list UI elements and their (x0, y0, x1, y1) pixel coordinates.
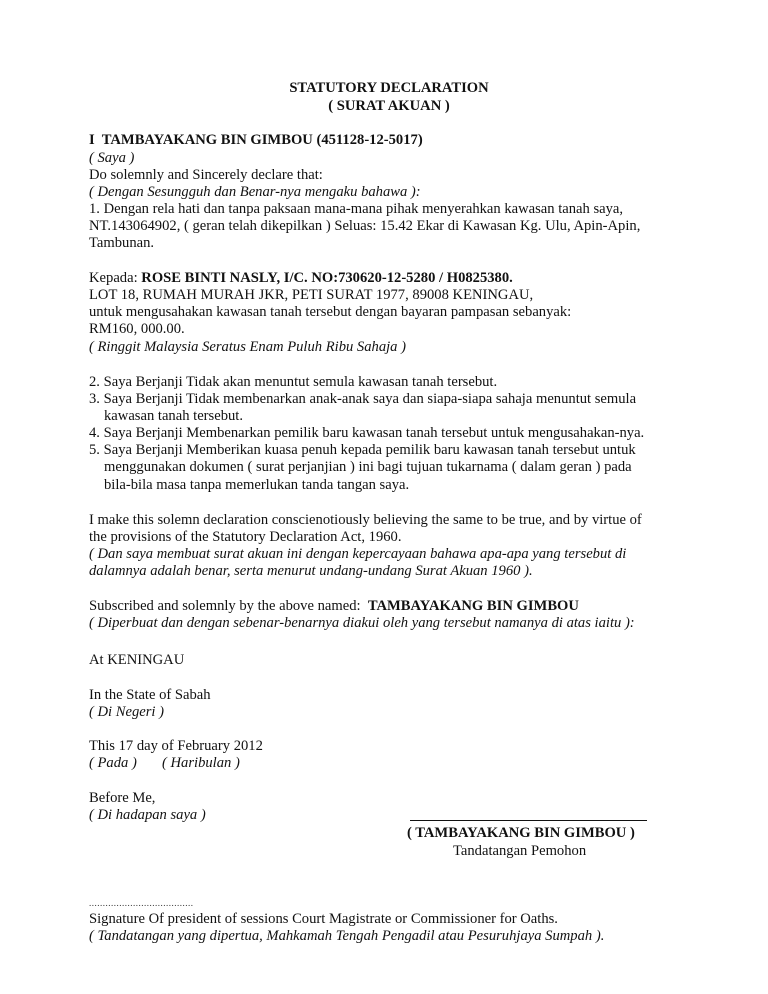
applicant-signature-line (410, 820, 647, 821)
declare-en: Do solemnly and Sincerely declare that: (89, 167, 323, 183)
declarant-prefix: I (89, 132, 95, 148)
compensation-amount: RM160, 000.00. (89, 321, 185, 337)
compensation-amount-words: ( Ringgit Malaysia Seratus Enam Puluh Ribu Sahaja ) (89, 339, 406, 355)
solemn-my-line-1: ( Dan saya membuat surat akuan ini dengan kepercayaan bahawa apa-apa yang tersebut di (89, 546, 627, 562)
solemn-my-line-2: dalamnya adalah benar, serta menurut undang-undang Surat Akuan 1960 ). (89, 563, 533, 579)
item-1-line-2: NT.143064902, ( geran telah dikepilkan ) Seluas: 15.42 Ekar di Kawasan Kg. Ulu, Apin-Apin, (89, 218, 641, 234)
item-1-line-1: 1. Dengan rela hati dan tanpa paksaan mana-mana pihak menyerahkan kawasan tanah saya, (89, 201, 624, 217)
date-line: This 17 day of February 2012 (89, 738, 263, 754)
signatory-name: ( TAMBAYAKANG BIN GIMBOU ) (407, 825, 635, 841)
before-me-my: ( Di hadapan saya ) (89, 807, 206, 823)
saya-label: ( Saya ) (89, 150, 135, 166)
declarant-line (89, 132, 423, 149)
date-pada: ( Pada ) (89, 755, 137, 771)
place-keningau: At KENINGAU (89, 652, 185, 668)
item-5-line-1: 5. Saya Berjanji Memberikan kuasa penuh kepada pemilik baru kawasan tanah tersebut untuk (89, 442, 636, 458)
commissioner-signature-my: ( Tandatangan yang dipertua, Mahkamah Tengah Pengadil atau Pesuruhjaya Sumpah ). (89, 928, 605, 944)
item-2: 2. Saya Berjanji Tidak akan menuntut semula kawasan tanah tersebut. (89, 374, 498, 390)
item-1-line-3: Tambunan. (89, 235, 155, 251)
recipient-label: Kepada: (89, 270, 138, 286)
declare-my: ( Dengan Sesungguh dan Benar-nya mengaku bahawa ): (89, 184, 421, 200)
recipient-purpose: untuk mengusahakan kawasan tanah tersebut dengan bayaran pampasan sebanyak: (89, 304, 572, 320)
signatory-caption: Tandatangan Pemohon (453, 843, 587, 859)
item-5-line-2: menggunakan dokumen ( surat perjanjian ) ini bagi tujuan tukarnama ( dalam geran ) pada (104, 459, 632, 475)
document-page (89, 0, 689, 994)
commissioner-signature-en: Signature Of president of sessions Court Magistrate or Commissioner for Oaths. (89, 911, 558, 927)
solemn-en-line-2: the provisions of the Statutory Declaration Act, 1960. (89, 529, 402, 545)
document-title: STATUTORY DECLARATION (289, 80, 489, 96)
subscribed-line (89, 598, 579, 615)
item-4: 4. Saya Berjanji Membenarkan pemilik baru kawasan tanah tersebut untuk mengusahakan-nya. (89, 425, 645, 441)
document-subtitle: ( SURAT AKUAN ) (328, 98, 450, 114)
state-line: In the State of Sabah (89, 687, 211, 703)
commissioner-signature-dots: ...................................... (89, 898, 194, 908)
recipient-line (89, 270, 513, 287)
subscribed-name: TAMBAYAKANG BIN GIMBOU (367, 598, 579, 614)
item-5-line-3: bila-bila masa tanpa memerlukan tanda tangan saya. (104, 477, 410, 493)
subscribed-my: ( Diperbuat dan dengan sebenar-benarnya diakui oleh yang tersebut namanya di atas iaitu ): (89, 615, 635, 631)
declarant-name: TAMBAYAKANG BIN GIMBOU (451128-12-5017) (101, 132, 423, 148)
recipient-address: LOT 18, RUMAH MURAH JKR, PETI SURAT 1977, 89008 KENINGAU, (89, 287, 534, 303)
item-3-line-2: kawasan tanah tersebut. (104, 408, 243, 424)
subscribed-label: Subscribed and solemnly by the above named: (89, 598, 361, 614)
date-haribulan: ( Haribulan ) (162, 755, 240, 771)
item-3-line-1: 3. Saya Berjanji Tidak membenarkan anak-anak saya dan siapa-siapa sahaja menuntut semula (89, 391, 637, 407)
solemn-en-line-1: I make this solemn declaration conscienotiously believing the same to be true, and by virtue of (89, 512, 642, 528)
recipient-name: ROSE BINTI NASLY, I/C. NO:730620-12-5280 / H0825380. (141, 270, 513, 286)
before-me: Before Me, (89, 790, 156, 806)
state-my: ( Di Negeri ) (89, 704, 164, 720)
